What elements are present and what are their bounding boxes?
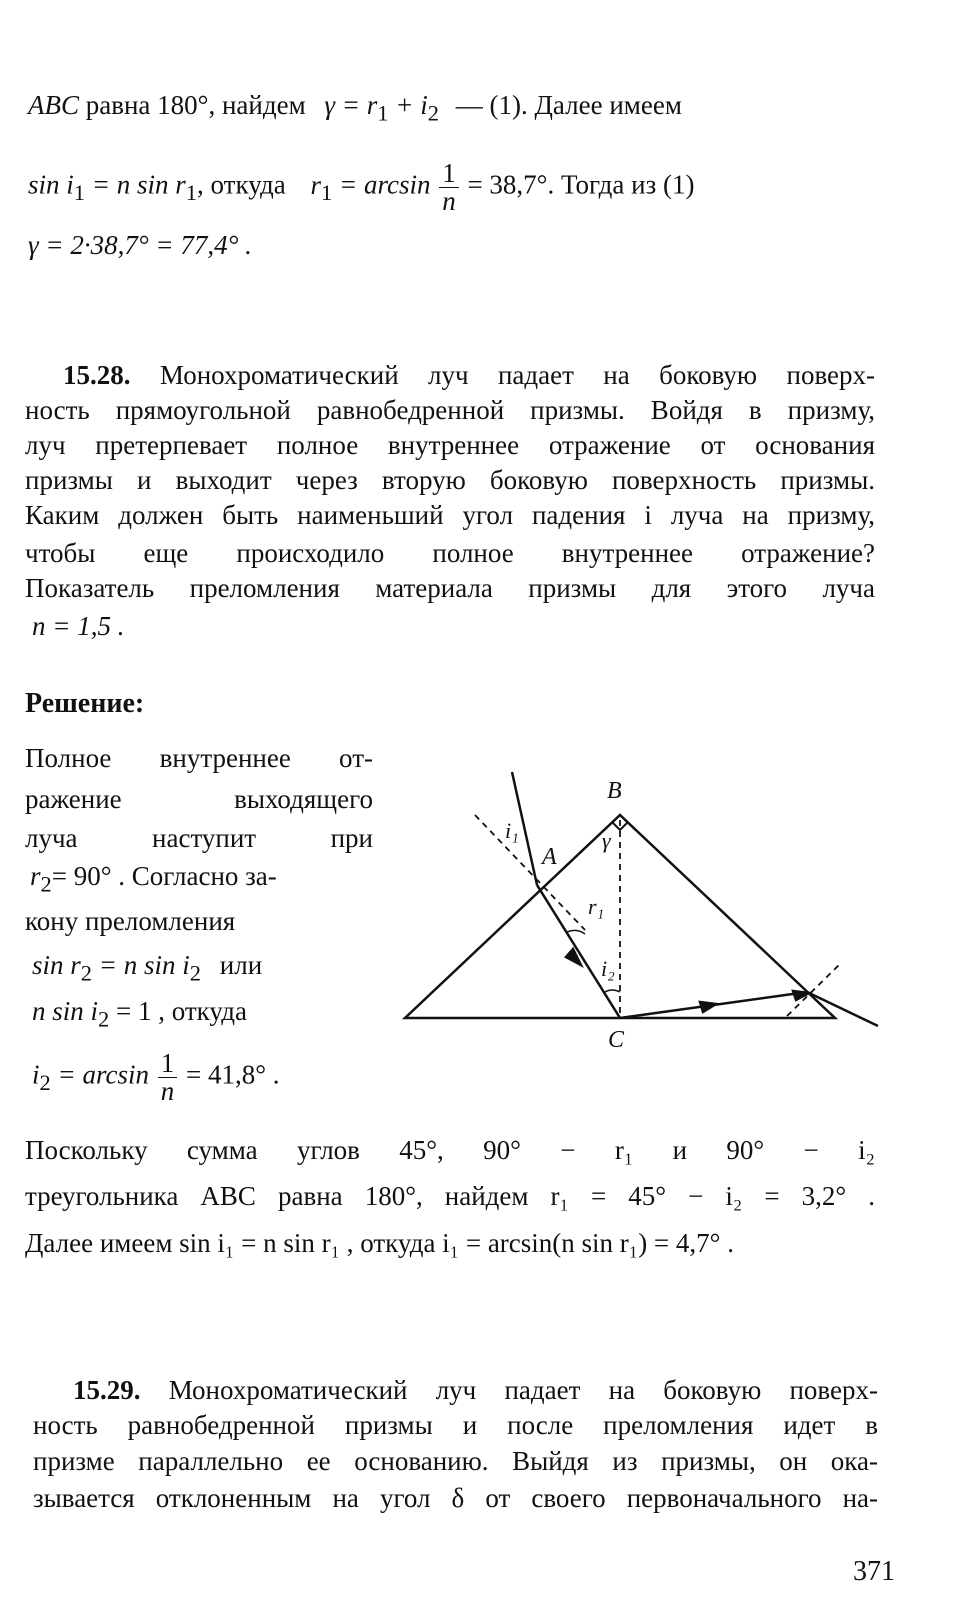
math: γ = 2·38,7° = 77,4° . — [28, 230, 252, 260]
page-number: 371 — [853, 1556, 895, 1587]
fraction-1-over-n — [158, 1050, 178, 1105]
sub: 1 — [377, 100, 389, 126]
math: = n sin i — [98, 950, 190, 980]
sub: 1 — [320, 180, 333, 206]
sub: 2 — [98, 1006, 110, 1032]
math: + i — [395, 90, 428, 120]
text: = 38,7°. Тогда из (1) — [467, 169, 695, 200]
math-abc: ABC — [28, 90, 79, 120]
label-b: B — [607, 778, 622, 804]
p1529-line-2: ность равнобедренной призмы и после преломления идет в — [33, 1410, 878, 1440]
math: γ = r — [324, 90, 378, 120]
solution-heading: Решение: — [25, 688, 145, 719]
sub: 2 — [427, 100, 440, 126]
p1529-line-4: зывается отклоненным на угол δ от своего первоначального на- — [33, 1483, 878, 1513]
math: = n sin r — [91, 169, 186, 200]
refracted-ray — [537, 885, 620, 1018]
solution-line-3: луча наступит при — [25, 823, 373, 853]
numerator: 1 — [439, 160, 459, 188]
math: r — [30, 861, 41, 891]
prism-diagram — [395, 760, 885, 1060]
problem-number: 15.29. — [73, 1375, 141, 1405]
label-gamma: γ — [602, 828, 611, 853]
text: Монохроматический луч падает на боковую поверх- — [168, 1375, 878, 1405]
math: i — [32, 1059, 40, 1090]
normal-at-a — [475, 815, 585, 930]
solution-line-1: Полное внутреннее от- — [25, 743, 373, 773]
prev-line-2 — [28, 160, 878, 215]
math: n sin i — [32, 996, 99, 1026]
problem-number: 15.28. — [63, 360, 131, 390]
solution-line-4 — [30, 863, 375, 896]
math: sin i — [28, 169, 74, 200]
sub: 2 — [40, 871, 52, 897]
text: = 90° . Согласно за- — [51, 861, 277, 891]
text: = 1 , откуда — [116, 996, 247, 1026]
label-r1: r₁ — [588, 894, 605, 919]
arc-i2 — [605, 990, 620, 992]
solution-line-7 — [32, 998, 247, 1031]
solution-line-2: ражение выходящего — [25, 784, 373, 814]
arrow-head — [793, 991, 809, 1000]
p1528-line-7: Показатель преломления материала призмы для этого луча — [25, 573, 875, 603]
math: = arcsin — [57, 1059, 149, 1090]
prev-line-1 — [28, 92, 873, 125]
solution-line-10: треугольника ABC равна 180°, найдем r₁ = 45° − i₂ = 3,2° . — [25, 1181, 875, 1211]
text: = 41,8° . — [185, 1059, 280, 1090]
text: , откуда — [197, 169, 286, 200]
p1529-line-3: призме параллельно ее основанию. Выйдя из призмы, он ока- — [33, 1446, 878, 1476]
label-i2: i₂ — [601, 956, 615, 981]
label-i1: i₁ — [505, 818, 519, 843]
text: равна 180°, найдем — [85, 90, 306, 120]
arc-r1 — [567, 930, 585, 934]
p1528-line-2: ность прямоугольной равнобедренной призмы. Войдя в призму, — [25, 395, 875, 425]
sub: 1 — [73, 180, 86, 206]
text: — (1). Далее имеем — [455, 90, 682, 120]
exit-ray — [807, 992, 878, 1026]
label-c: C — [608, 1027, 625, 1053]
solution-line-9: Поскольку сумма углов 45°, 90° − r₁ и 90° − i₂ — [25, 1135, 875, 1165]
p1528-line-1 — [63, 362, 875, 389]
numerator: 1 — [158, 1050, 178, 1078]
math: sin r — [32, 950, 81, 980]
solution-line-11: Далее имеем sin i₁ = n sin r₁ , откуда i₁ = arcsin(n sin r₁) = 4,7° . — [25, 1228, 734, 1258]
p1528-line-3: луч претерпевает полное внутреннее отражение от основания — [25, 430, 875, 460]
solution-line-6 — [32, 952, 262, 985]
text: Монохроматический луч падает на боковую поверх- — [159, 360, 876, 390]
sub: 1 — [185, 180, 198, 206]
sub: 2 — [189, 960, 202, 986]
p1528-line-4: призмы и выходит через вторую боковую поверхность призмы. — [25, 465, 875, 495]
p1528-line-8: n = 1,5 . — [32, 611, 125, 641]
denominator: n — [442, 186, 456, 216]
math: r — [310, 169, 321, 200]
sub: 2 — [80, 960, 93, 986]
solution-line-5: кону преломления — [25, 906, 236, 936]
prev-line-3 — [28, 232, 252, 259]
text: или — [219, 950, 263, 980]
fraction-1-over-n — [439, 160, 459, 215]
p1528-line-5: Каким должен быть наименьший угол падения i луча на призму, — [25, 500, 875, 530]
solution-line-8 — [32, 1050, 280, 1105]
label-a: A — [542, 844, 557, 870]
math: = arcsin — [338, 169, 431, 200]
arrow-head — [700, 1002, 716, 1012]
denominator: n — [160, 1076, 175, 1106]
sub: 2 — [39, 1070, 51, 1096]
p1528-line-6: чтобы еще происходило полное внутреннее отражение? — [25, 538, 875, 568]
p1529-line-1 — [73, 1377, 878, 1404]
